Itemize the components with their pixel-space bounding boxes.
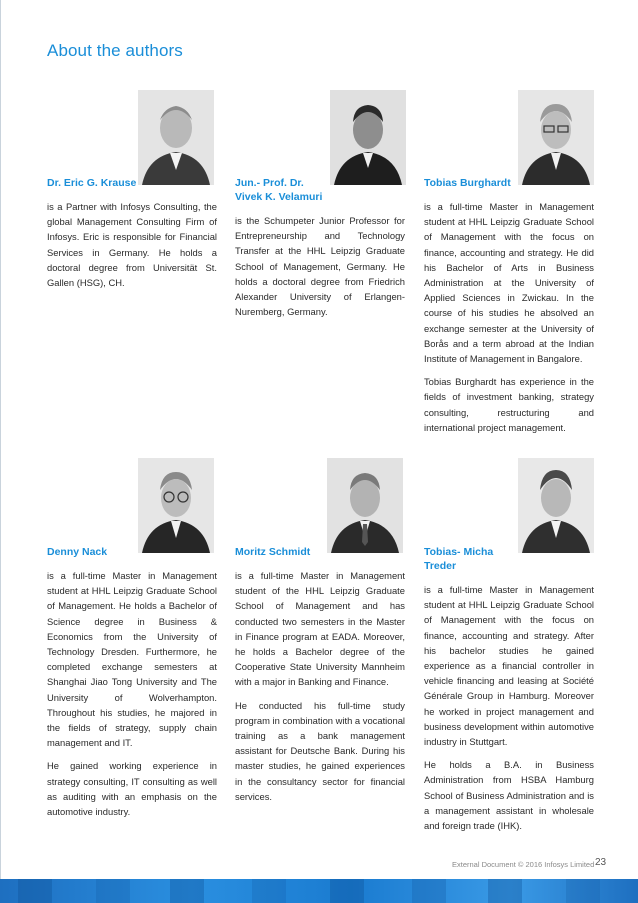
author-bio: is the Schumpeter Junior Professor for Entrepreneurship and Technology Transfer at the HHL Leipzig Graduate School of Management, Germany. He holds a doctoral degree from Friedrich Alexander University of Erlangen-Nuremberg, Germany.: [235, 215, 405, 318]
author-name: Tobias Burghardt: [424, 177, 511, 189]
author-photo-nack: [138, 458, 214, 553]
author-bio: is a full-time Master in Management student at HHL Leipzig Graduate School of Management with the focus on finance, accounting and strategy. After his bachelor studies he gained experience as a financial controller in vehicle financing and leasing at Société Générale Group in Hamburg. Moreover he worked in project management and business development within automotive industry in Stuttgart.: [424, 584, 594, 748]
footer-band: [0, 879, 638, 903]
author-photo-burghardt: [518, 90, 594, 185]
author-photo-schmidt: [327, 458, 403, 553]
band-tile: [96, 879, 130, 903]
author-name: Dr. Eric G. Krause: [47, 177, 137, 189]
author-block-treder: [424, 545, 594, 841]
author-bio: He holds a B.A. in Business Administration from HSBA Hamburg School of Business Administration and is a management assistant in wholesale and foreign trade (IHK).: [424, 759, 594, 832]
band-tile: [18, 879, 52, 903]
author-name: Jun.- Prof. Dr. Vivek K. Velamuri: [235, 177, 323, 203]
author-block-burghardt: [424, 176, 594, 443]
author-name: Moritz Schmidt: [235, 546, 311, 558]
page-title: About the authors: [47, 41, 183, 60]
band-tile: [566, 879, 600, 903]
footer-copyright: External Document © 2016 Infosys Limited: [452, 860, 595, 869]
author-block-schmidt: [235, 545, 405, 812]
author-bio: Tobias Burghardt has experience in the fields of investment banking, strategy consulting, restructuring and international project management.: [424, 376, 594, 433]
author-bio: is a full-time Master in Management student of the HHL Leipzig Graduate School of Management and has conducted two semesters in the Master in Finance program at EADA. Moreover, he holds a Bachelor degree of the Cooperative State University Mannheim with a major in Banking and Finance.: [235, 570, 405, 688]
left-margin-rule: [0, 0, 1, 880]
band-tile: [488, 879, 522, 903]
author-bio: is a Partner with Infosys Consulting, the global Management Consulting Firm of Infosys. Eric is responsible for Financial Services in Germany. He holds a doctoral degree from Universität St. Gallen (HSG), CH.: [47, 201, 217, 289]
band-tile: [330, 879, 364, 903]
band-tile: [412, 879, 446, 903]
band-tile: [170, 879, 204, 903]
author-block-nack: [47, 545, 217, 827]
author-bio: He conducted his full-time study program in combination with a vocational training as a bank management assistant for Deutsche Bank. During his master studies, he gained experiences in the consultancy sector for financial services.: [235, 699, 405, 802]
author-bio: is a full-time Master in Management student at HHL Leipzig Graduate School of Management with the focus on finance, accounting and strategy. He did his Bachelor of Arts in Business Administration at the University of Applied Sciences in Zwickau. In the course of his studies he absolved an exchange semester at the University of Borås and a term abroad at the Indian Institute of Management in Bangalore.: [424, 201, 594, 365]
author-name: Denny Nack: [47, 546, 108, 558]
author-photo-krause: [138, 90, 214, 185]
author-name: Tobias- Micha Treder: [424, 546, 494, 572]
author-photo-treder: [518, 458, 594, 553]
author-block-krause: [47, 176, 217, 298]
author-block-velamuri: [235, 176, 405, 327]
author-bio: He gained working experience in strategy consulting, IT consulting as well as auditing with an emphasis on the automotive industry.: [47, 760, 217, 818]
author-photo-velamuri: [330, 90, 406, 185]
page-number: 23: [595, 857, 607, 868]
author-bio: is a full-time Master in Management student at HHL Leipzig Graduate School of Management. He holds a Bachelor of Science degree in Business & Economics from the University of Technology Dresden. Furthermore, he completed exchange semesters at Shanghai Jiao Tong University and The University of Wolverhampton. Throughout his studies, he majored in the fields of strategy, supply chain management and IT.: [47, 570, 217, 749]
band-tile: [252, 879, 286, 903]
